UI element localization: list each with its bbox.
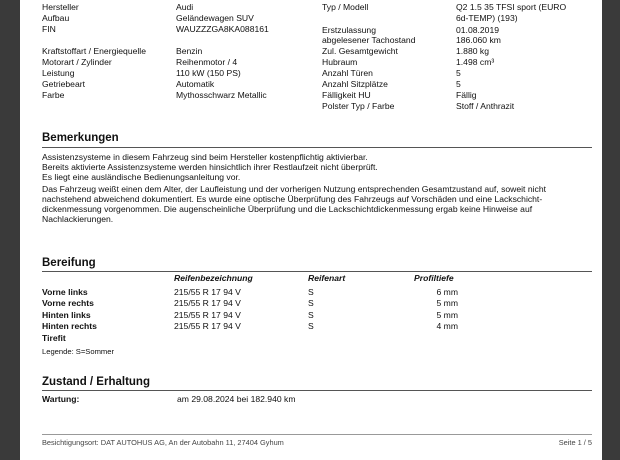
value-hubraum: 1.498 cm³ [456, 57, 495, 67]
label-hersteller: Hersteller [42, 2, 79, 12]
divider-bemerkungen [42, 147, 592, 148]
label-tueren: Anzahl Türen [322, 68, 373, 78]
tire-position: Vorne rechts [42, 298, 94, 308]
value-hu: Fällig [456, 90, 477, 100]
tire-position: Vorne links [42, 287, 88, 297]
tire-position: Hinten rechts [42, 321, 97, 331]
col-header-reifenbezeichnung: Reifenbezeichnung [174, 273, 253, 283]
report-page [20, 0, 602, 460]
value-erstzulassung: 01.08.2019 [456, 25, 500, 35]
tire-bezeichnung: 215/55 R 17 94 V [174, 287, 241, 297]
value-leistung: 110 kW (150 PS) [176, 68, 241, 78]
value-farbe: Mythosschwarz Metallic [176, 90, 267, 100]
label-kraftstoff: Kraftstoffart / Energiequelle [42, 46, 146, 56]
value-getriebe: Automatik [176, 79, 215, 89]
value-polster: Stoff / Anthrazit [456, 101, 515, 111]
footer-divider [42, 434, 592, 435]
divider-bereifung [42, 271, 592, 272]
label-wartung: Wartung: [42, 394, 80, 404]
label-fin: FIN [42, 24, 56, 34]
label-typ-modell: Typ / Modell [322, 2, 369, 12]
tire-art: S [308, 310, 314, 320]
label-polster: Polster Typ / Farbe [322, 101, 395, 111]
label-erstzulassung: Erstzulassung [322, 25, 376, 35]
tire-art: S [308, 287, 314, 297]
tire-legende: Legende: S=Sommer [42, 347, 114, 356]
bemerkungen-text [42, 152, 594, 224]
label-gesamtgewicht: Zul. Gesamtgewicht [322, 46, 398, 56]
label-aufbau: Aufbau [42, 13, 70, 23]
bemerkung-line-3: Es liegt eine ausländische Bedienungsanleitung vor. [42, 172, 241, 183]
section-title-bereifung: Bereifung [42, 257, 96, 269]
tire-art: S [308, 321, 314, 331]
value-typ-modell-1: Q2 1.5 35 TFSI sport (EURO [456, 2, 567, 12]
tire-bezeichnung: 215/55 R 17 94 V [174, 310, 241, 320]
value-tachostand: 186.060 km [456, 35, 501, 45]
value-gesamtgewicht: 1.880 kg [456, 46, 489, 56]
section-title-zustand: Zustand / Erhaltung [42, 376, 150, 388]
tire-profiltiefe: 5 mm [436, 298, 458, 308]
label-leistung: Leistung [42, 68, 75, 78]
section-title-bemerkungen: Bemerkungen [42, 132, 119, 144]
label-sitzplaetze: Anzahl Sitzplätze [322, 79, 388, 89]
col-header-profiltiefe: Profiltiefe [414, 273, 454, 283]
value-typ-modell-2: 6d-TEMP) (193) [456, 13, 518, 23]
tire-tirefit: Tirefit [42, 333, 66, 343]
value-tueren: 5 [456, 68, 461, 78]
value-wartung: am 29.08.2024 bei 182.940 km [177, 394, 296, 404]
tire-profiltiefe: 6 mm [436, 287, 458, 297]
value-kraftstoff: Benzin [176, 46, 203, 56]
value-sitzplaetze: 5 [456, 79, 461, 89]
col-header-reifenart: Reifenart [308, 273, 346, 283]
footer-besichtigungsort: Besichtigungsort: DAT AUTOHUS AG, An der Autobahn 11, 27404 Gyhum [42, 438, 284, 447]
footer-page-number: Seite 1 / 5 [558, 438, 592, 447]
divider-zustand [42, 390, 592, 391]
bemerkung-line-2: Bereits aktivierte Assistenzsysteme werden hinsichtlich ihrer Restlaufzeit nicht überprüft. [42, 162, 378, 173]
bemerkung-line-1: Assistenzsysteme in diesem Fahrzeug sind beim Hersteller kostenpflichtig aktivierbar. [42, 152, 368, 162]
label-hubraum: Hubraum [322, 57, 358, 67]
label-farbe: Farbe [42, 90, 65, 100]
tire-position: Hinten links [42, 310, 91, 320]
tire-profiltiefe: 5 mm [436, 310, 458, 320]
bemerkung-paragraph: Das Fahrzeug weißt einen dem Alter, der Laufleistung und der vorherigen Nutzung entsprechenden Gesamtzustand auf, soweit nicht nachstehend abweichend dokumentiert. Es wurde eine optische Überprüfung des Fahrzeugs auf Vorschäden und eine Lackschicht-dickenmessung vorgenommen. Die augenscheinliche Überprüfung und die Lackschichtdickenmessung ergab keine Hinweise auf Nachlackierungen. [42, 183, 546, 225]
value-hersteller: Audi [176, 2, 194, 12]
value-motorart: Reihenmotor / 4 [176, 57, 238, 67]
label-getriebe: Getriebeart [42, 79, 85, 89]
tire-bezeichnung: 215/55 R 17 94 V [174, 298, 241, 308]
tire-art: S [308, 298, 314, 308]
value-aufbau: Geländewagen SUV [176, 13, 254, 23]
value-fin: WAUZZZGA8KA088161 [176, 24, 269, 34]
label-tachostand: abgelesener Tachostand [322, 35, 416, 45]
tire-bezeichnung: 215/55 R 17 94 V [174, 321, 241, 331]
tire-profiltiefe: 4 mm [436, 321, 458, 331]
label-hu: Fälligkeit HU [322, 90, 371, 100]
label-motorart: Motorart / Zylinder [42, 57, 112, 67]
